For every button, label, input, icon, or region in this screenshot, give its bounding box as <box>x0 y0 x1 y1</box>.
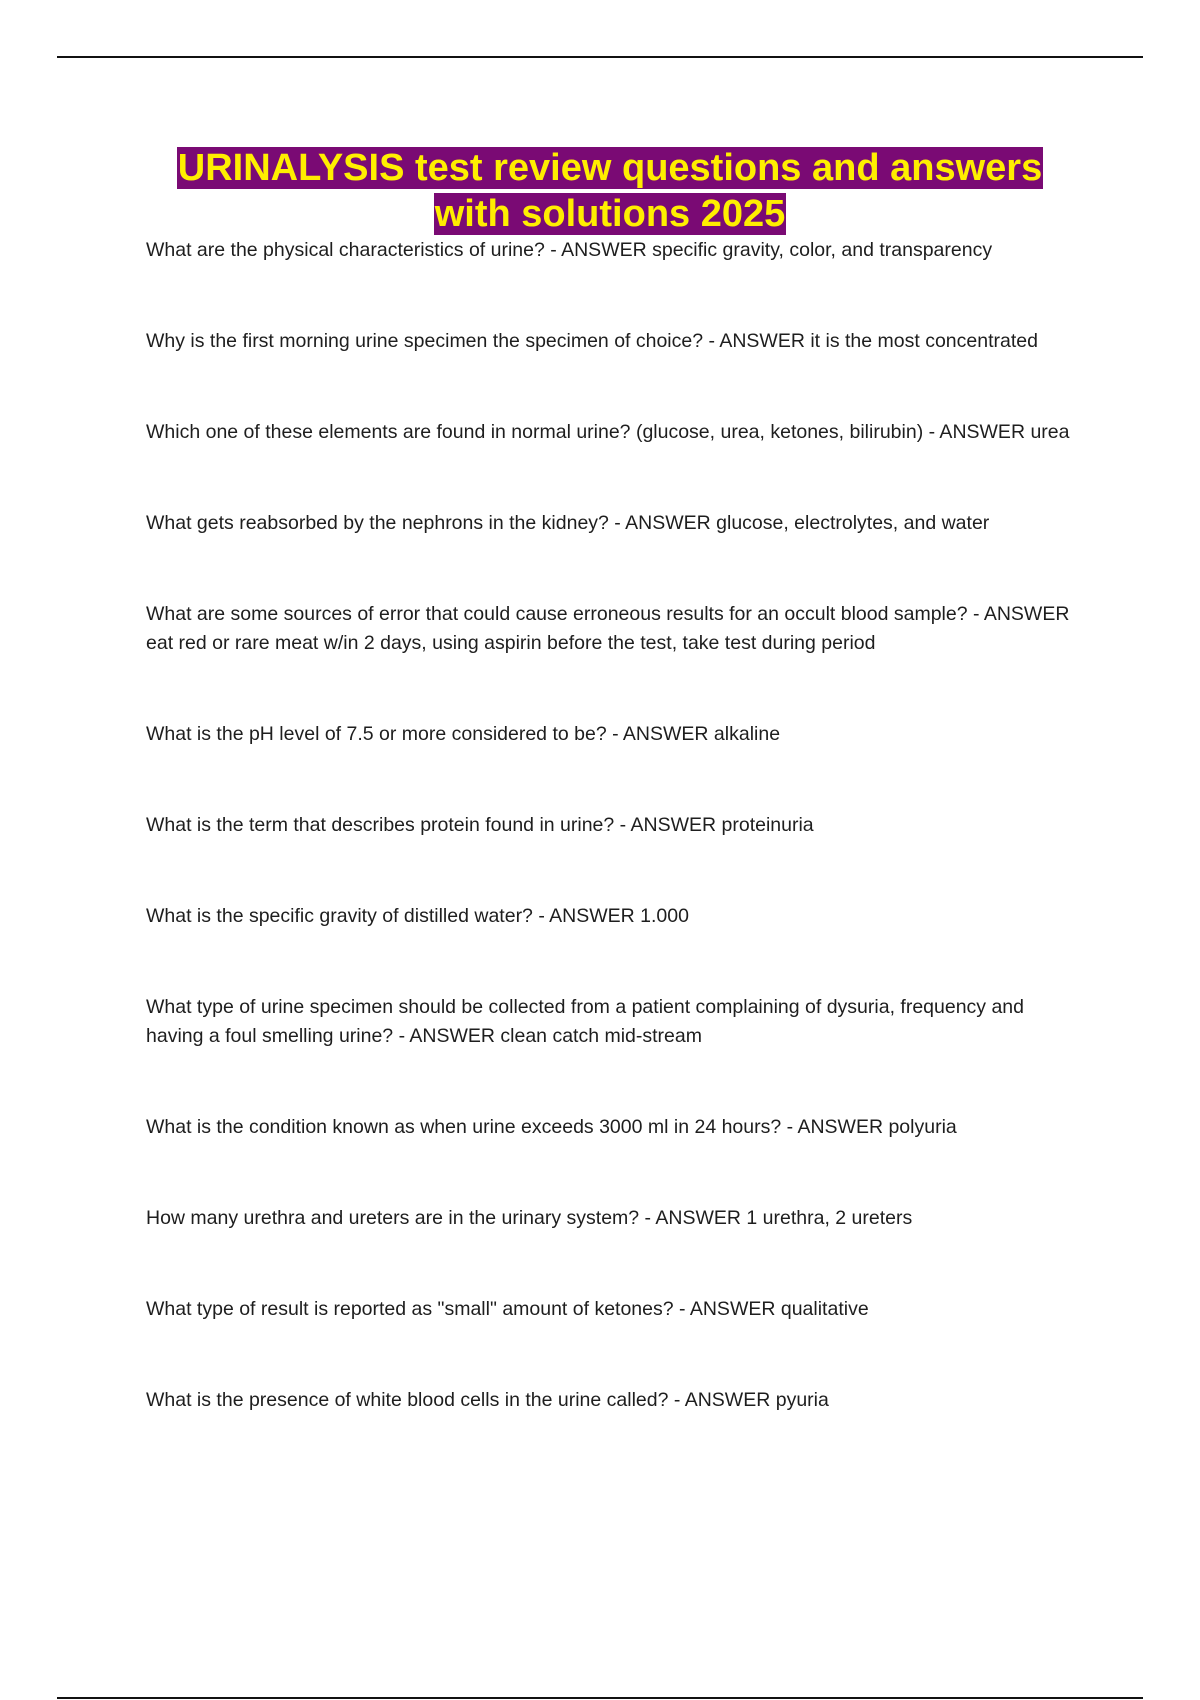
qa-item: What gets reabsorbed by the nephrons in the kidney? - ANSWER glucose, electrolytes, and water <box>146 512 990 534</box>
qa-item: What is the pH level of 7.5 or more considered to be? - ANSWER alkaline <box>146 723 781 745</box>
qa-item: What is the specific gravity of distilled water? - ANSWER 1.000 <box>146 905 689 927</box>
footer-rule <box>57 1697 1143 1699</box>
document-title <box>145 145 1075 237</box>
qa-item: What is the presence of white blood cells in the urine called? - ANSWER pyuria <box>146 1389 829 1411</box>
qa-item: What are some sources of error that could cause erroneous results for an occult blood sample? - ANSWER eat red or rare meat w/in 2 days, using aspirin before the test, take test during period <box>146 603 1070 654</box>
title-line-2: with solutions 2025 <box>434 193 786 235</box>
qa-item: What is the condition known as when urine exceeds 3000 ml in 24 hours? - ANSWER polyuria <box>146 1116 957 1138</box>
qa-item: How many urethra and ureters are in the urinary system? - ANSWER 1 urethra, 2 ureters <box>146 1207 913 1229</box>
title-line-1: URINALYSIS test review questions and answers <box>177 147 1043 189</box>
qa-item: Why is the first morning urine specimen the specimen of choice? - ANSWER it is the most concentrated <box>146 330 1038 352</box>
qa-item: What are the physical characteristics of urine? - ANSWER specific gravity, color, and transparency <box>146 239 993 261</box>
qa-item: What type of urine specimen should be collected from a patient complaining of dysuria, frequency and having a foul smelling urine? - ANSWER clean catch mid-stream <box>146 996 1024 1047</box>
header-rule <box>57 56 1143 58</box>
qa-list <box>146 236 1076 1415</box>
qa-item: What type of result is reported as "small" amount of ketones? - ANSWER qualitative <box>146 1298 869 1320</box>
qa-item: Which one of these elements are found in normal urine? (glucose, urea, ketones, bilirubin) - ANSWER urea <box>146 421 1070 443</box>
qa-item: What is the term that describes protein found in urine? - ANSWER proteinuria <box>146 814 814 836</box>
